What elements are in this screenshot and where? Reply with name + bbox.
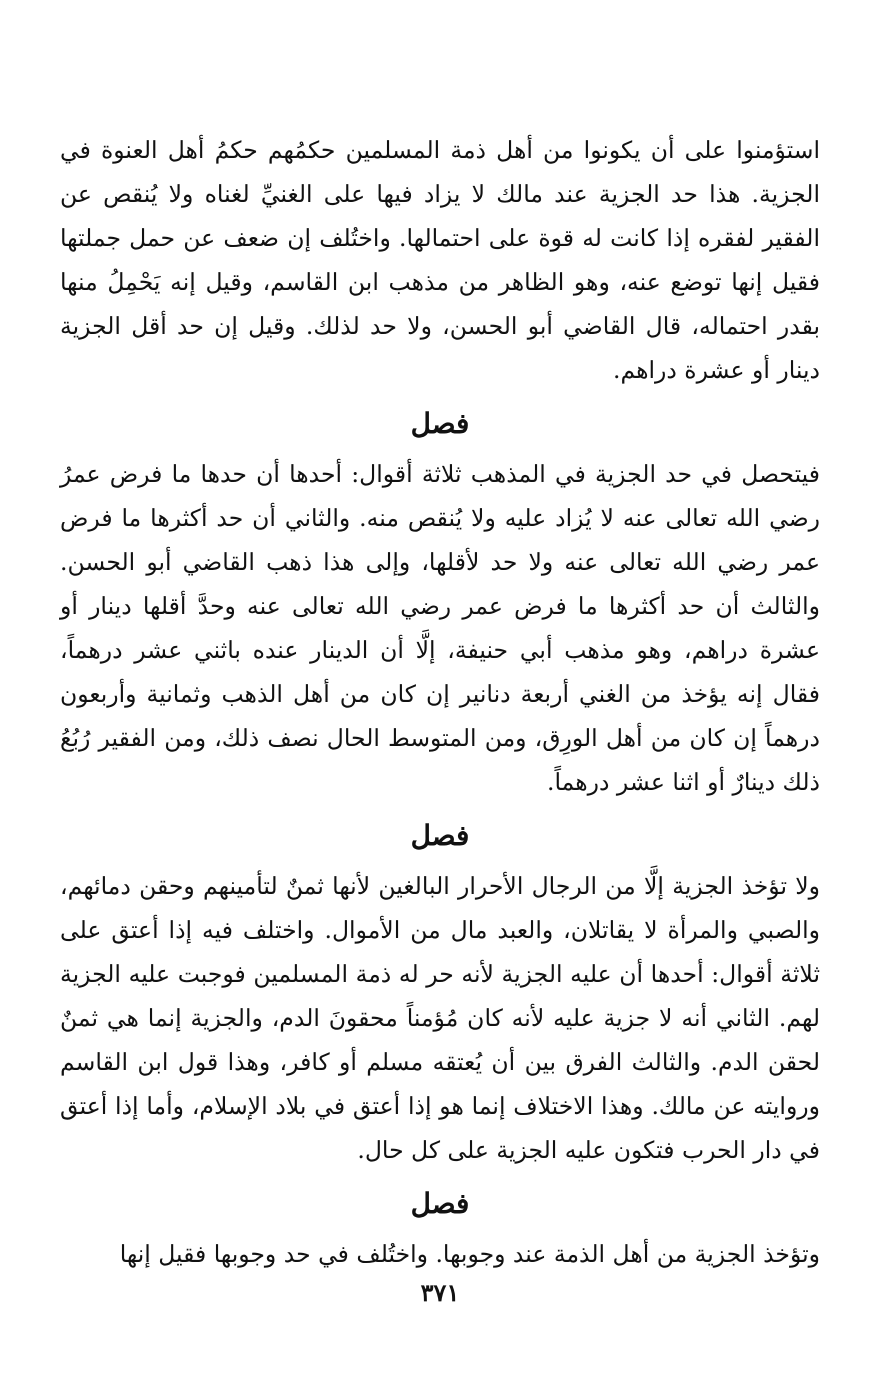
- paragraph-1: استؤمنوا على أن يكونوا من أهل ذمة المسلمين حكمُهم حكمُ أهل العنوة في الجزية. هذا حد الجزية عند مالك لا يزاد فيها على الغنيِّ لغناه ولا يُنقص عن الفقير لفقره إذا كانت له قوة على احتمالها. واختُلف إن ضعف عن حمل جملتها فقيل إنها توضع عنه، وهو الظاهر من مذهب ابن القاسم، وقيل إنه يَحْمِلُ منها بقدر احتماله، قال القاضي أبو الحسن، ولا حد لذلك. وقيل إن حد أقل الجزية دينار أو عشرة دراهم.: [60, 136, 820, 384]
- section-heading-1-text: فصل: [410, 407, 470, 440]
- section-heading-3: [60, 1176, 820, 1232]
- section-heading-1: [60, 396, 820, 452]
- section-heading-2: [60, 808, 820, 864]
- section-heading-3-text: فصل: [410, 1187, 470, 1220]
- paragraph-2: فيتحصل في حد الجزية في المذهب ثلاثة أقوال: أحدها أن حدها ما فرض عمرُ رضي الله تعالى عنه لا يُزاد عليه ولا يُنقص منه. والثاني أن حد أكثرها ما فرض عمر رضي الله تعالى عنه ولا حد لأقلها، وإلى هذا ذهب القاضي أبو الحسن. والثالث أن حد أكثرها ما فرض عمر رضي الله تعالى عنه وحدَّ أقلها دينار أو عشرة دراهم، وهو مذهب أبي حنيفة، إلَّا أن الدينار عنده باثني عشر درهماً، فقال إنه يؤخذ من الغني أربعة دنانير إن كان من أهل الذهب وثمانية وأربعون درهماً إن كان من أهل الورِق، ومن المتوسط الحال نصف ذلك، ومن الفقير رُبُعُ ذلك دينارٌ أو اثنا عشر درهماً.: [60, 460, 820, 796]
- page-body: [60, 128, 820, 1378]
- paragraph-3: ولا تؤخذ الجزية إلَّا من الرجال الأحرار البالغين لأنها ثمنٌ لتأمينهم وحقن دمائهم، والصبي والمرأة لا يقاتلان، والعبد مال من الأموال. واختلف فيه إذا أعتق على ثلاثة أقوال: أحدها أن عليه الجزية لأنه حر له ذمة المسلمين فوجبت عليه الجزية لهم. الثاني أنه لا جزية عليه لأنه كان مُؤمناً محقونَ الدم، والجزية إنما هي ثمنٌ لحقن الدم. والثالث الفرق بين أن يُعتقه مسلم أو كافر، وهذا قول ابن القاسم وروايته عن مالك. وهذا الاختلاف إنما هو إذا أعتق في بلاد الإسلام، وأما إذا أعتق في دار الحرب فتكون عليه الجزية على كل حال.: [60, 872, 820, 1164]
- paragraph-4: وتؤخذ الجزية من أهل الذمة عند وجوبها. واختُلف في حد وجوبها فقيل إنها: [119, 1240, 820, 1268]
- page-number: ٣٧١: [420, 1278, 460, 1307]
- section-heading-2-text: فصل: [410, 819, 470, 852]
